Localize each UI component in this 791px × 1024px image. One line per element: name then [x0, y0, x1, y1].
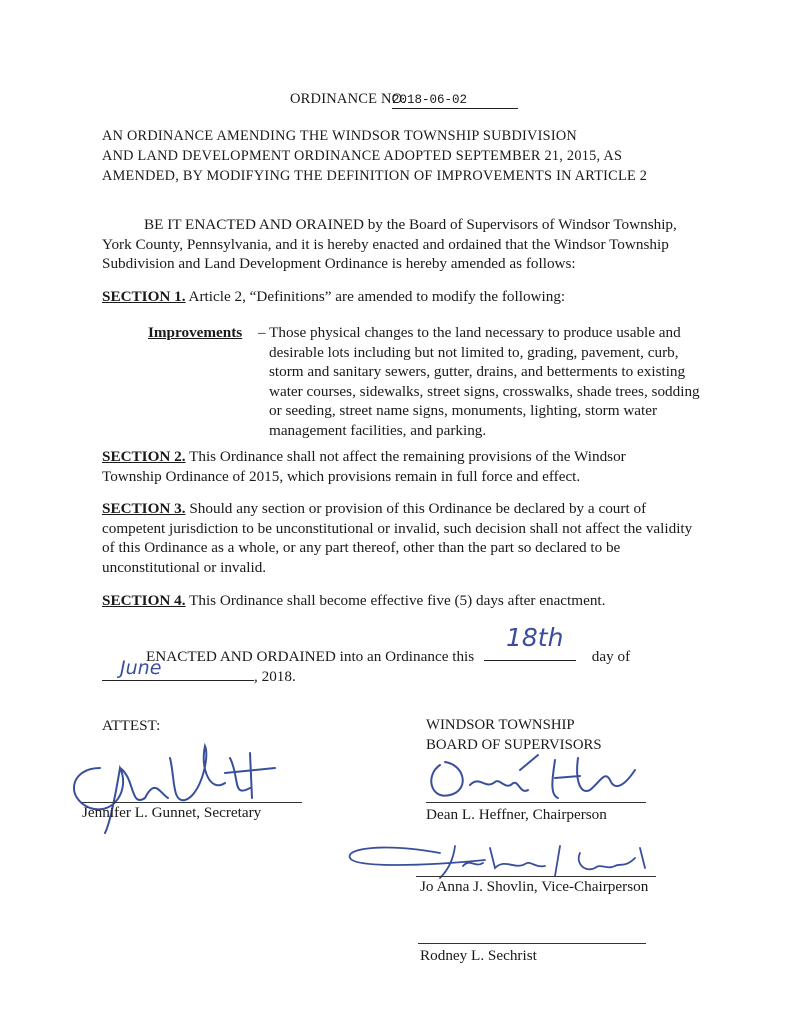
vice-chairperson-signature-line — [416, 876, 656, 877]
secretary-signature — [60, 738, 290, 838]
ordinance-heading — [102, 126, 647, 186]
enactment-lead: ENACTED AND ORDAINED into an Ordinance this — [146, 648, 475, 665]
day-of-text: day of — [591, 648, 631, 665]
board-name-line2: BOARD OF SUPERVISORS — [426, 737, 602, 753]
definition-line: storm and sanitary sewers, gutter, drains, and betterments to existing — [269, 363, 686, 380]
board-name-line1: WINDSOR TOWNSHIP — [426, 717, 575, 733]
day-handwritten: 18th — [505, 623, 564, 652]
section-3-line: of this Ordinance as a whole, or any part thereof, other than the part so declared to be — [102, 539, 621, 556]
section-2-line: Township Ordinance of 2015, which provisions remain in full force and effect. — [102, 467, 581, 485]
preamble-paragraph — [102, 215, 677, 274]
chairperson-name: Dean L. Heffner, Chairperson — [426, 806, 607, 823]
section-1-label: SECTION 1. — [102, 288, 186, 305]
enactment-line — [146, 623, 631, 666]
section-1-text: Article 2, “Definitions” are amended to modify the following: — [188, 288, 566, 305]
ordinance-title-label: ORDINANCE NO. — [290, 91, 407, 107]
section-2-line: This Ordinance shall not affect the remaining provisions of the Windsor — [189, 448, 626, 465]
definition-line: water courses, sidewalks, street signs, crosswalks, shade trees, sodding — [269, 382, 700, 400]
day-blank — [484, 623, 576, 661]
definition-line: management facilities, and parking. — [269, 421, 487, 439]
chairperson-signature — [420, 750, 650, 810]
section-2-label: SECTION 2. — [102, 448, 186, 465]
enactment-month-line — [102, 657, 296, 686]
definition-line: or seeding, street name signs, monuments, lighting, storm water — [269, 402, 658, 419]
improvements-definition — [258, 323, 700, 440]
definition-line: – Those physical changes to the land necessary to produce usable and — [258, 324, 681, 341]
secretary-signature-line — [82, 802, 302, 803]
section-3-line: unconstitutional or invalid. — [102, 558, 267, 576]
section-3-line: competent jurisdiction to be unconstitutional or invalid, such decision shall not affect the validity — [102, 519, 693, 537]
secretary-name: Jennifer L. Gunnet, Secretary — [82, 804, 262, 821]
definition-line: desirable lots including but not limited to, grading, pavement, curb, — [269, 343, 679, 361]
section-2 — [102, 447, 626, 486]
year-text: , 2018. — [254, 668, 296, 685]
improvements-term: Improvements — [148, 324, 243, 341]
section-4-label: SECTION 4. — [102, 592, 186, 609]
heading-line: AMENDED, BY MODIFYING THE DEFINITION OF IMPROVEMENTS IN ARTICLE 2 — [102, 168, 648, 184]
member-name: Rodney L. Sechrist — [420, 947, 537, 964]
improvements-term-wrap — [148, 323, 242, 343]
heading-line: AN ORDINANCE AMENDING THE WINDSOR TOWNSHIP SUBDIVISION — [102, 128, 577, 144]
preamble-line: BE IT ENACTED AND ORAINED by the Board of Supervisors of Windsor Township, — [144, 216, 677, 233]
section-3-label: SECTION 3. — [102, 500, 186, 517]
month-blank — [102, 657, 254, 681]
heading-line: AND LAND DEVELOPMENT ORDINANCE ADOPTED SEPTEMBER 21, 2015, AS — [102, 148, 623, 164]
chairperson-signature-line — [426, 802, 646, 803]
preamble-line: York County, Pennsylvania, and it is hereby enacted and ordained that the Windsor Township — [102, 235, 669, 253]
attest-label: ATTEST: — [102, 717, 161, 734]
section-3 — [102, 499, 692, 577]
month-handwritten: June — [120, 657, 162, 679]
section-1 — [102, 287, 565, 307]
section-4 — [102, 591, 605, 611]
section-3-line: Should any section or provision of this Ordinance be declared by a court of — [189, 500, 647, 517]
member-signature-line — [418, 943, 646, 944]
section-4-text: This Ordinance shall become effective five (5) days after enactment. — [189, 592, 606, 609]
vice-chairperson-name: Jo Anna J. Shovlin, Vice-Chairperson — [420, 878, 649, 895]
ordinance-number: 2018-06-02 — [392, 92, 518, 109]
preamble-line: Subdivision and Land Development Ordinance is hereby amended as follows: — [102, 255, 576, 272]
